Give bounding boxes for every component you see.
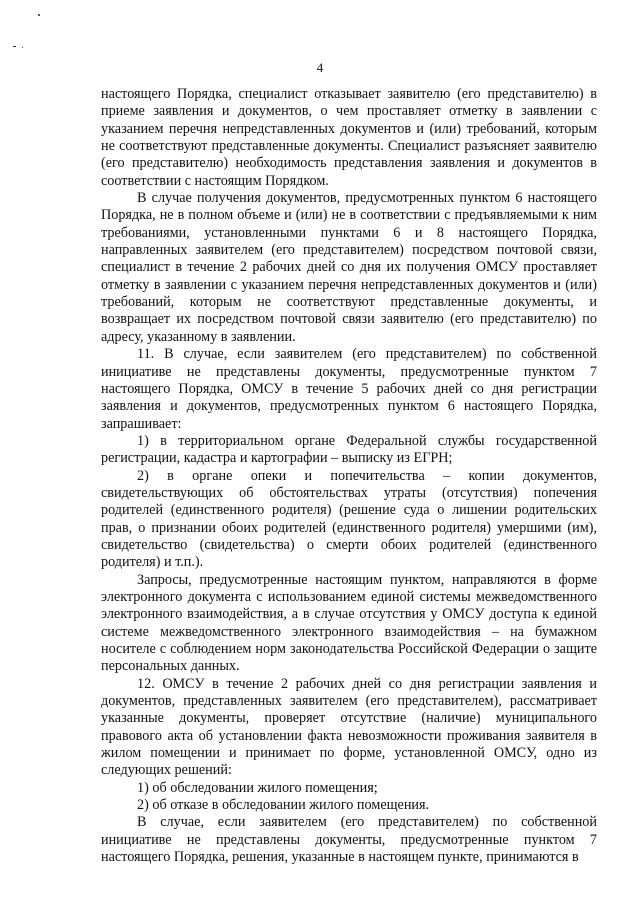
list-item: 1) в территориальном органе Федеральной службы государственной регистрации, кадастра и картографии – выписку из ЕГРН; bbox=[101, 432, 597, 467]
scan-speck bbox=[13, 46, 16, 47]
document-body bbox=[101, 86, 597, 866]
paragraph: В случае, если заявителем (его представителем) по собственной инициативе не представлены документы, предусмотренные пунктом 7 настоящего Порядка, решения, указанные в настоящем пункте, принимаются в bbox=[101, 814, 597, 866]
page-number: 4 bbox=[316, 60, 324, 75]
paragraph: настоящего Порядка, специалист отказывает заявителю (его представителю) в приеме заявления и документов, о чем проставляет отметку в заявлении с указанием перечня непредставленных документов и (или) требований, которым не соответствуют представленные документы. Специалист разъясняет заявителю (его представителю) необходимость представления заявления и документов в соответствии с настоящим Порядком. bbox=[101, 86, 597, 189]
list-item: 2) об отказе в обследовании жилого помещения. bbox=[137, 797, 430, 814]
paragraph: 11. В случае, если заявителем (его представителем) по собственной инициативе не представлены документы, предусмотренные пунктом 7 настоящего Порядка, ОМСУ в течение 5 рабочих дней со дня регистрации заявления и документов, предусмотренных пунктом 6 настоящего Порядка, запрашивает: bbox=[101, 346, 597, 432]
paragraph: В случае получения документов, предусмотренных пунктом 6 настоящего Порядка, не в полном объеме и (или) не в соответствии с предъявляемыми к ним требованиями, установленными пунктами 6 и 8 настоящего Порядка, направленных заявителем (его представителем) посредством почтовой связи, специалист в течение 2 рабочих дней со дня их получения ОМСУ проставляет отметку в заявлении с указанием перечня непредставленных документов и (или) требований, которым не соответствуют представленные документы, и возвращает их посредством почтовой связи заявителю (его представителю) по адресу, указанному в заявлении. bbox=[101, 190, 597, 345]
paragraph: 12. ОМСУ в течение 2 рабочих дней со дня регистрации заявления и документов, представленных заявителем (его представителем), рассматривает указанные документы, проверяет отсутствие (наличие) муниципального правового акта об установлении факта невозможности проживания заявителя в жилом помещении и принимает по форме, установленной ОМСУ, одно из следующих решений: bbox=[101, 675, 597, 779]
list-item: 1) об обследовании жилого помещения; bbox=[137, 779, 378, 796]
paragraph: Запросы, предусмотренные настоящим пунктом, направляются в форме электронного документа с использованием единой системы межведомственного электронного взаимодействия, а в случае отсутствия у ОМСУ доступа к единой системе межведомственного электронного взаимодействия – на бумажном носителе с соблюдением норм законодательства Российской Федерации о защите персональных данных. bbox=[101, 571, 597, 675]
scan-speck bbox=[22, 47, 23, 48]
scan-speck bbox=[38, 14, 40, 16]
list-item: 2) в органе опеки и попечительства – копии документов, свидетельствующих об обстоятельствах утраты (отсутствия) попечения родителей (единственного родителя) (решение суда о лишении родительских прав, о признании обоих родителей (единственного родителя) умершими (им), свидетельство (свидетельства) о смерти обоих родителей (единственного родителя) и т.п.). bbox=[101, 467, 597, 571]
